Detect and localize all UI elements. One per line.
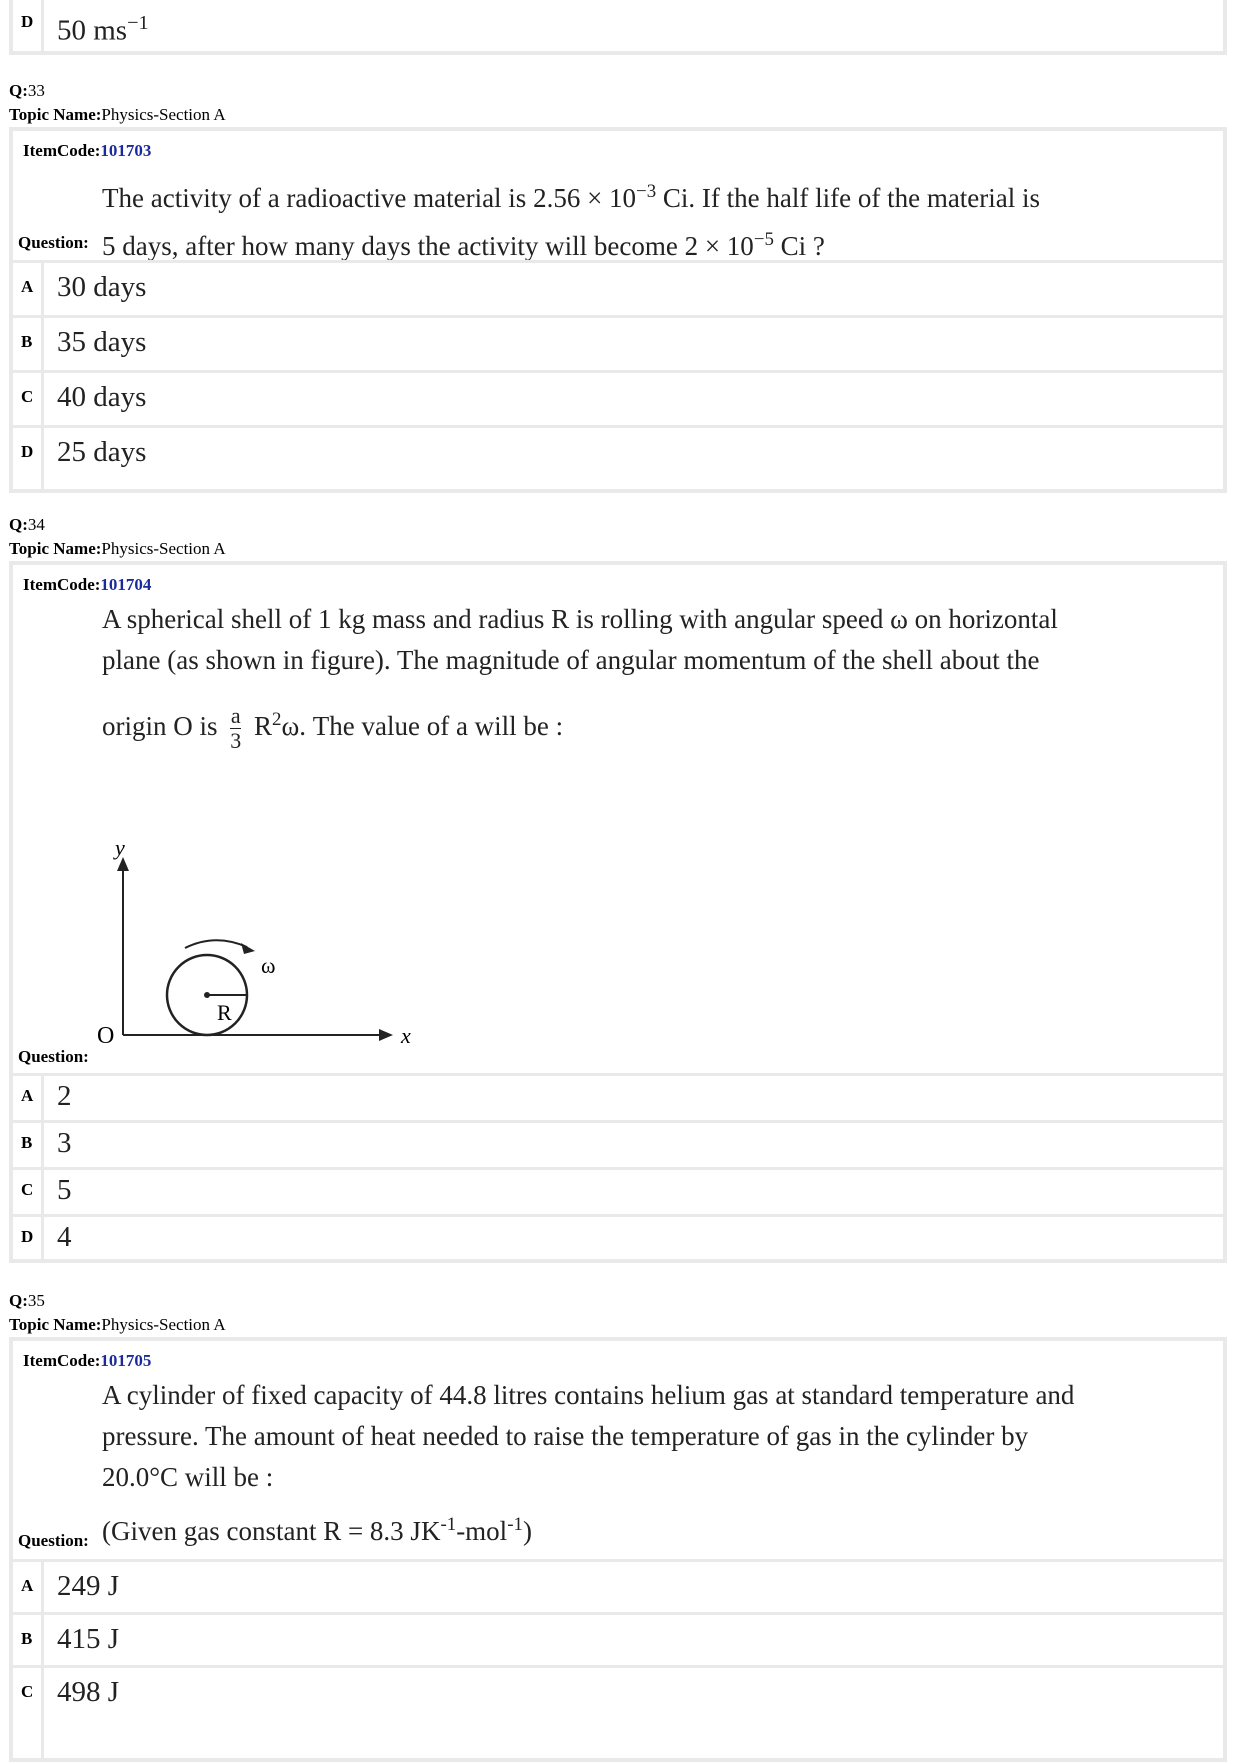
option-text: 498 J — [57, 1676, 120, 1708]
option-row-b[interactable] — [13, 318, 1223, 373]
omega-label: ω — [261, 953, 276, 978]
option-row-b[interactable] — [13, 1123, 1223, 1170]
option-letter: B — [21, 1133, 33, 1152]
option-row-c[interactable] — [13, 373, 1223, 428]
option-text: 3 — [57, 1127, 72, 1159]
option-letter: C — [21, 387, 34, 406]
q35-table — [9, 1337, 1227, 1762]
radius-label: R — [217, 1000, 232, 1025]
option-text: 35 days — [57, 326, 147, 358]
option-letter: C — [21, 1682, 34, 1701]
question-label: Question: — [18, 1047, 89, 1066]
option-row-a[interactable] — [13, 1562, 1223, 1615]
option-text: 50 $ms^{-1}$ — [57, 12, 149, 47]
x-label: x — [401, 1023, 411, 1048]
option-letter: B — [21, 1629, 33, 1648]
topic-name: Topic Name:Physics-Section A — [9, 539, 226, 558]
option-text: 30 days — [57, 271, 147, 303]
option-row-c[interactable] — [13, 1170, 1223, 1217]
item-code: ItemCode:101703 — [23, 141, 152, 160]
question-label: Question: — [18, 1531, 89, 1550]
topic-name: Topic Name:Physics-Section A — [9, 1315, 226, 1334]
option-letter: B — [21, 332, 33, 351]
option-row-a[interactable] — [13, 263, 1223, 318]
option-letter: A — [21, 1086, 34, 1105]
q32-options-table — [9, 0, 1227, 55]
option-text: 2 — [57, 1080, 72, 1112]
option-row-d[interactable] — [13, 1217, 1223, 1261]
item-code: ItemCode:101704 — [23, 575, 152, 594]
y-label: y — [115, 835, 125, 860]
item-code: ItemCode:101705 — [23, 1351, 152, 1370]
option-text: 249 J — [57, 1570, 120, 1602]
question-number: Q:33 — [9, 81, 45, 100]
option-text: 4 — [57, 1221, 72, 1253]
question-number: Q:34 — [9, 515, 45, 534]
question-number: Q:35 — [9, 1291, 45, 1310]
option-letter: D — [21, 442, 34, 461]
option-row-b[interactable] — [13, 1615, 1223, 1668]
option-text: 5 — [57, 1174, 72, 1206]
option-text: 25 days — [57, 436, 147, 468]
rolling-shell-figure — [97, 835, 483, 1049]
option-text: 415 J — [57, 1623, 120, 1655]
q34-table — [9, 561, 1227, 1263]
option-text: 40 days — [57, 381, 147, 413]
rotation-arrow — [185, 940, 247, 948]
option-row-c[interactable] — [13, 1668, 1223, 1758]
question-text: The activity of a radioactive material is $2.56 \times 10^{-3}$ Ci. If the half life of the material is 5 days, after how many days the activity will become $2 \times 10^{-5}$ Ci ? — [102, 181, 1041, 261]
question-label: Question: — [18, 233, 89, 252]
option-letter: A — [21, 1576, 34, 1595]
option-letter: C — [21, 1180, 34, 1199]
option-letter: A — [21, 277, 34, 296]
question-text: A spherical shell of 1 kg mass and radius R is rolling with angular speed ω on horizontal plane (as shown in figure). The magnitude of angular momentum of the shell about the — [102, 604, 1058, 675]
topic-name: Topic Name:Physics-Section A — [9, 105, 226, 124]
option-letter: D — [21, 1227, 34, 1246]
x-axis-arrow — [379, 1029, 393, 1041]
option-row[interactable] — [13, 0, 1223, 55]
option-row-a[interactable] — [13, 1076, 1223, 1123]
option-row-d[interactable] — [13, 428, 1223, 490]
option-letter: D — [21, 12, 34, 31]
question-text-line3: origin O is $\frac{a}{3}$ $R^2\omega$. The value of a will be : — [102, 703, 564, 754]
question-text: A cylinder of fixed capacity of 44.8 litres contains helium gas at standard temperature and pressure. The amount of heat needed to raise the temperature of gas in the cylinder by 20.0°C will be : (Given gas constant R = 8.3 $JK^{-1}-mol^{-1}$) — [102, 1380, 1075, 1546]
rotation-arrowhead — [241, 943, 255, 954]
origin-label: O — [97, 1023, 115, 1049]
q33-table — [9, 127, 1227, 493]
